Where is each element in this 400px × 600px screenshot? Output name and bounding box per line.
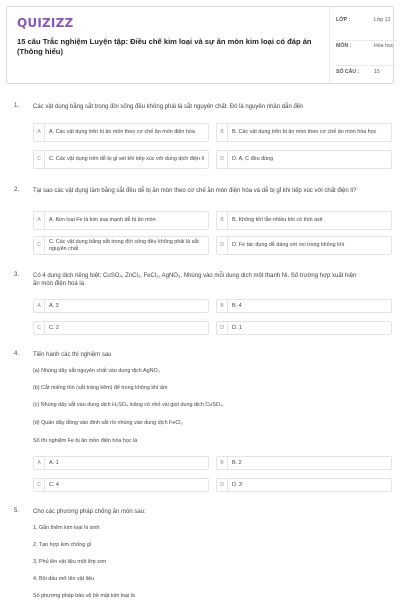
option-letter: B [217,124,228,141]
sub-item: 3, Phủ lên vật liệu một lớp sơn [33,559,107,565]
meta-divider [336,65,397,66]
option-b[interactable] [216,123,392,142]
option-text: B. 2 [232,459,242,466]
sub-item: 4, Bôi dầu mỡ lên vật liệu [33,576,95,582]
option-letter: A [34,124,45,141]
sub-item: Số thí nghiệm Fe bị ăn mòn điện hóa học là [33,438,138,444]
option-d[interactable] [216,236,392,255]
option-a[interactable] [33,456,209,470]
sub-item: Số phương pháp bảo vệ bề mặt kim loại là [33,593,135,599]
option-letter: D [217,151,228,168]
option-text: C. 2 [49,324,59,331]
question-number: 2. [14,187,20,193]
option-a[interactable] [33,299,209,313]
mon-label: MÔN : [336,43,352,49]
option-letter: B [217,457,228,469]
question-number: 4. [14,351,20,357]
option-text: B. Không khí lẫn nhiều khí có tính axit [232,217,323,223]
option-text: A. 3 [49,302,59,309]
option-b[interactable] [216,299,392,313]
option-text: D. 1 [232,324,242,331]
option-b[interactable] [216,456,392,470]
option-text: C. Các vật dụng bằng sắt trong đời sống đều không phải là sắt nguyên chất [49,238,199,252]
option-letter: B [217,300,228,312]
meta-socau [336,69,397,79]
socau-value: 15 [374,69,380,75]
sub-item: (c) Nhúng dây sắt vào dung dịch H₂SO₄ loãng có nhỏ vài giọt dung dịch CuSO₄. [33,402,224,408]
option-a[interactable] [33,211,209,230]
option-text: D. Fe tác dụng dễ dàng với oxi trong không khí [232,242,345,248]
option-d[interactable] [216,321,392,335]
option-text: C. 4 [49,481,59,488]
option-c[interactable] [33,478,209,492]
question-text: Cho các phương pháp chống ăn mòn sau: [33,509,146,515]
lop-value: Lớp 12 [374,17,391,23]
sub-item: (a) Nhúng dây sắt nguyên chất vào dung dịch AgNO₃ [33,368,160,374]
meta-mon [336,43,397,63]
sub-item: 2, Tạo hợp kim chống gỉ [33,542,91,548]
option-letter: C [34,151,45,168]
option-text: D. 3 [232,481,242,488]
option-letter: C [34,479,45,491]
question-number: 5. [14,508,20,514]
sub-item: 1, Gắn thêm kim loại hi sinh [33,525,100,531]
option-c[interactable] [33,321,209,335]
option-letter: D [217,479,228,491]
question-text: Có 4 dung dịch riêng biệt: CuSO₄, ZnCl₂, FeCl₃, AgNO₃. Nhúng vào mỗi dung dịch một thanh Ni. Số trường hợp xuất hiện ăn mòn điện hoá là [33,273,357,287]
question-number: 3. [14,272,20,278]
option-text: B. Các vật dụng trên bị ăn mòn theo cơ chế ăn mòn hóa học [232,129,377,135]
worksheet-header [6,6,394,84]
worksheet-page [0,6,400,600]
meta-divider [336,40,397,41]
sub-item: (d) Quấn dây đồng vào đinh sắt rồi nhúng vào dung dịch FeCl₃ [33,420,183,426]
option-c[interactable] [33,150,209,169]
option-letter: A [34,212,45,229]
lop-label: LỚP : [336,17,351,23]
question-number: 1. [14,103,20,109]
meta-panel [329,7,400,83]
question-text: Các vật dụng bằng sắt trong đời sống đều không phải là sắt nguyên chất. Đó là nguyên nhân dẫn đến [33,104,304,110]
option-text: A. Các vật dụng trên bị ăn mòn theo cơ chế ăn mòn điện hóa [49,129,195,135]
option-text: D. A, C đều đúng [232,156,274,162]
option-d[interactable] [216,478,392,492]
sub-item: (b) Cắt miếng tôn (sắt tráng kẽm) để trong không khí ẩm [33,385,168,391]
option-letter: C [34,322,45,334]
option-c[interactable] [33,236,209,255]
option-letter: A [34,457,45,469]
option-text: B. 4 [232,302,242,309]
option-letter: D [217,322,228,334]
page-title: 15 câu Trắc nghiệm Luyện tập: Điều chế kim loại và sự ăn mòn kim loại có đáp án (Thông hiểu) [17,37,312,56]
option-d[interactable] [216,150,392,169]
option-a[interactable] [33,123,209,142]
mon-value: Hóa học [374,43,394,49]
meta-lop [336,17,397,39]
option-text: A. Kim loại Fe là kim loại mạnh dễ bị ăn mòn [49,217,156,223]
option-letter: C [34,237,45,254]
option-letter: B [217,212,228,229]
option-letter: D [217,237,228,254]
question-text: Tại sao các vật dụng làm bằng sắt đều dễ bị ăn mòn theo cơ chế ăn mòn điện hóa và dễ bị gỉ khi tiếp xúc với chất điện li? [33,188,357,194]
question-text: Tiến hành các thí nghiệm sau [33,352,112,358]
option-text: C. Các vật dụng trên dễ bị gỉ sét khi tiếp xúc với dung dịch điện li [49,156,204,162]
option-text: A. 1 [49,459,59,466]
socau-label: SỐ CÂU : [336,69,360,75]
option-letter: A [34,300,45,312]
option-b[interactable] [216,211,392,230]
quizizz-logo: QUIZIZZ [17,16,74,30]
